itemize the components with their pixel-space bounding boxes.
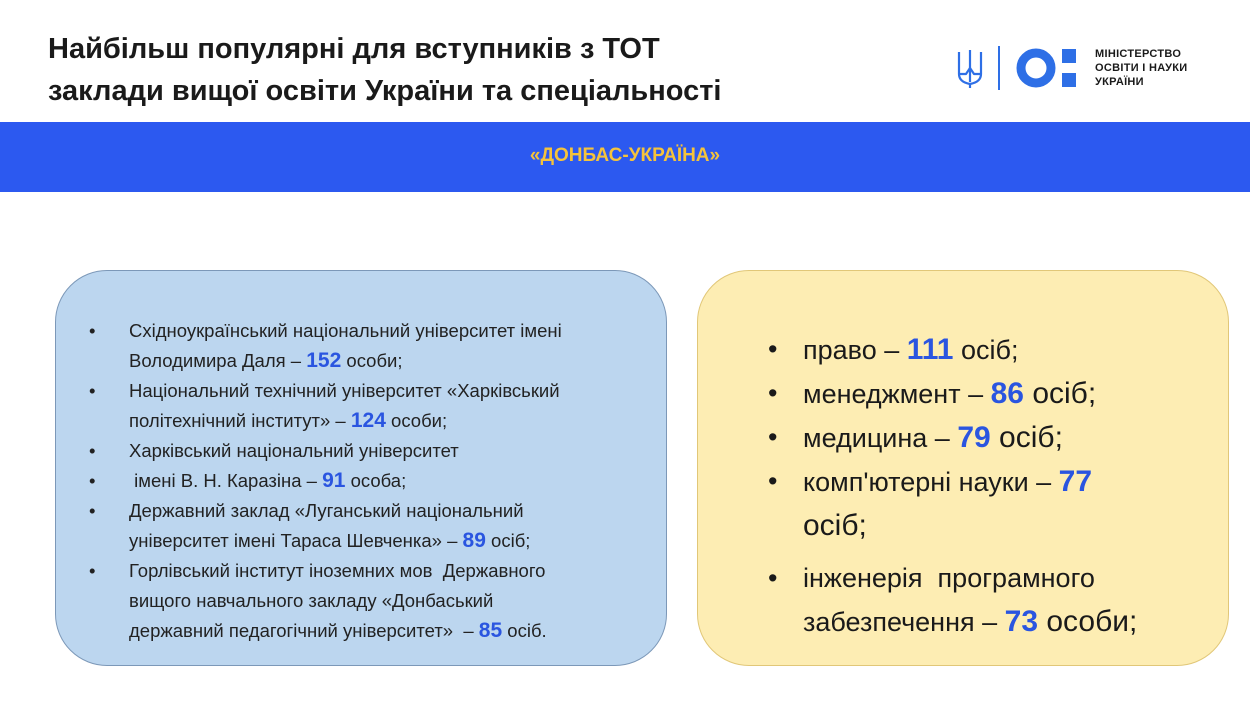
list-item-text	[129, 406, 644, 436]
ministry-name-line-2: ОСВІТИ І НАУКИ	[1095, 62, 1188, 74]
count-value: 86	[990, 377, 1024, 410]
list-item-text: осіб;	[803, 509, 867, 542]
list-item-text: Національний технічний університет «Харківський	[129, 380, 560, 401]
list-item	[768, 460, 1208, 547]
list-item-text: інженерія програмного	[803, 563, 1095, 593]
list-item-text	[803, 600, 1208, 644]
list-item-text-part: комп'ютерні науки –	[803, 467, 1059, 497]
list-item-text-part: осіб;	[953, 335, 1019, 365]
bullet: •	[89, 500, 96, 521]
list-item-text	[129, 526, 644, 556]
list-item-text-part: осіб;	[1023, 377, 1097, 410]
list-item-text-part: імені В. Н. Каразіна –	[129, 470, 323, 491]
bullet: •	[768, 563, 778, 593]
list-item	[84, 556, 644, 646]
list-item-text-part: університет імені Тараса Шевченка» –	[129, 530, 463, 551]
count-value: 111	[906, 333, 954, 366]
title-line-2: заклади вищої освіти України та спеціальності	[48, 75, 722, 107]
bullet: •	[768, 334, 778, 364]
count-value: 85	[478, 619, 503, 642]
bullet: •	[768, 378, 778, 408]
list-item-text-part: державний педагогічний університет» –	[129, 620, 479, 641]
list-item	[84, 436, 644, 466]
list-item	[84, 466, 644, 496]
list-item-text-part: особи;	[385, 410, 448, 431]
list-item-text-part: особи;	[1038, 605, 1138, 638]
bullet: •	[768, 466, 778, 496]
list-item-text: вищого навчального закладу «Донбаський	[129, 590, 494, 611]
bullet: •	[89, 470, 96, 491]
count-value: 73	[1004, 605, 1039, 638]
ministry-mark-icon	[1015, 46, 1081, 90]
list-item	[84, 376, 644, 436]
count-value: 152	[306, 349, 342, 372]
list-item-text-part: менеджмент –	[803, 379, 991, 409]
list-item-text-part: право –	[803, 335, 907, 365]
logo-divider	[998, 46, 1000, 90]
bullet: •	[89, 560, 96, 581]
list-item-text-part: політехнічний інститут» –	[129, 410, 351, 431]
count-value: 77	[1058, 465, 1093, 498]
banner-text: «ДОНБАС-УКРАЇНА»	[529, 145, 721, 166]
title-line-1: Найбільш популярні для вступників з ТОТ	[48, 33, 660, 65]
list-item-text	[129, 346, 644, 376]
universities-list	[84, 316, 644, 646]
ministry-name-line-3: УКРАЇНИ	[1095, 76, 1144, 88]
list-item-text	[129, 466, 644, 496]
list-item-text-part: забезпечення –	[803, 607, 1005, 637]
list-item-text-part: медицина –	[803, 423, 958, 453]
region-banner	[0, 122, 1250, 192]
list-item-text: Горлівський інститут іноземних мов Державного	[129, 560, 546, 581]
ministry-name	[1095, 47, 1187, 89]
bullet: •	[768, 422, 778, 452]
list-item	[84, 496, 644, 556]
list-item	[768, 328, 1208, 372]
list-item-text: Харківський національний університет	[129, 440, 459, 461]
count-value: 89	[462, 529, 486, 552]
count-value: 79	[957, 421, 991, 454]
ministry-name-line-1: МІНІСТЕРСТВО	[1095, 48, 1182, 60]
list-item-text-part: особа;	[345, 470, 407, 491]
list-item-text	[129, 616, 644, 646]
list-item	[768, 372, 1208, 416]
list-item-text: Державний заклад «Луганський національний	[129, 500, 524, 521]
list-item-text: Східноукраїнський національний університет імені	[129, 320, 562, 341]
trident-icon	[955, 48, 985, 90]
list-item-text-part: осіб;	[485, 530, 531, 551]
list-item	[768, 416, 1208, 460]
count-value: 91	[322, 469, 346, 492]
list-item	[84, 316, 644, 376]
bullet: •	[89, 320, 96, 341]
ministry-logo	[955, 44, 1215, 94]
universities-box	[55, 270, 667, 666]
list-item-text-part: Володимира Даля –	[129, 350, 307, 371]
specialties-list	[768, 328, 1208, 644]
list-item	[768, 557, 1208, 644]
list-item-text-part: осіб.	[502, 620, 547, 641]
page-title	[48, 28, 722, 112]
count-value: 124	[350, 409, 386, 432]
list-item-text-part: особи;	[341, 350, 403, 371]
specialties-box	[697, 270, 1229, 666]
list-item-text-part: осіб;	[990, 421, 1063, 454]
bullet: •	[89, 440, 96, 461]
bullet: •	[89, 380, 96, 401]
